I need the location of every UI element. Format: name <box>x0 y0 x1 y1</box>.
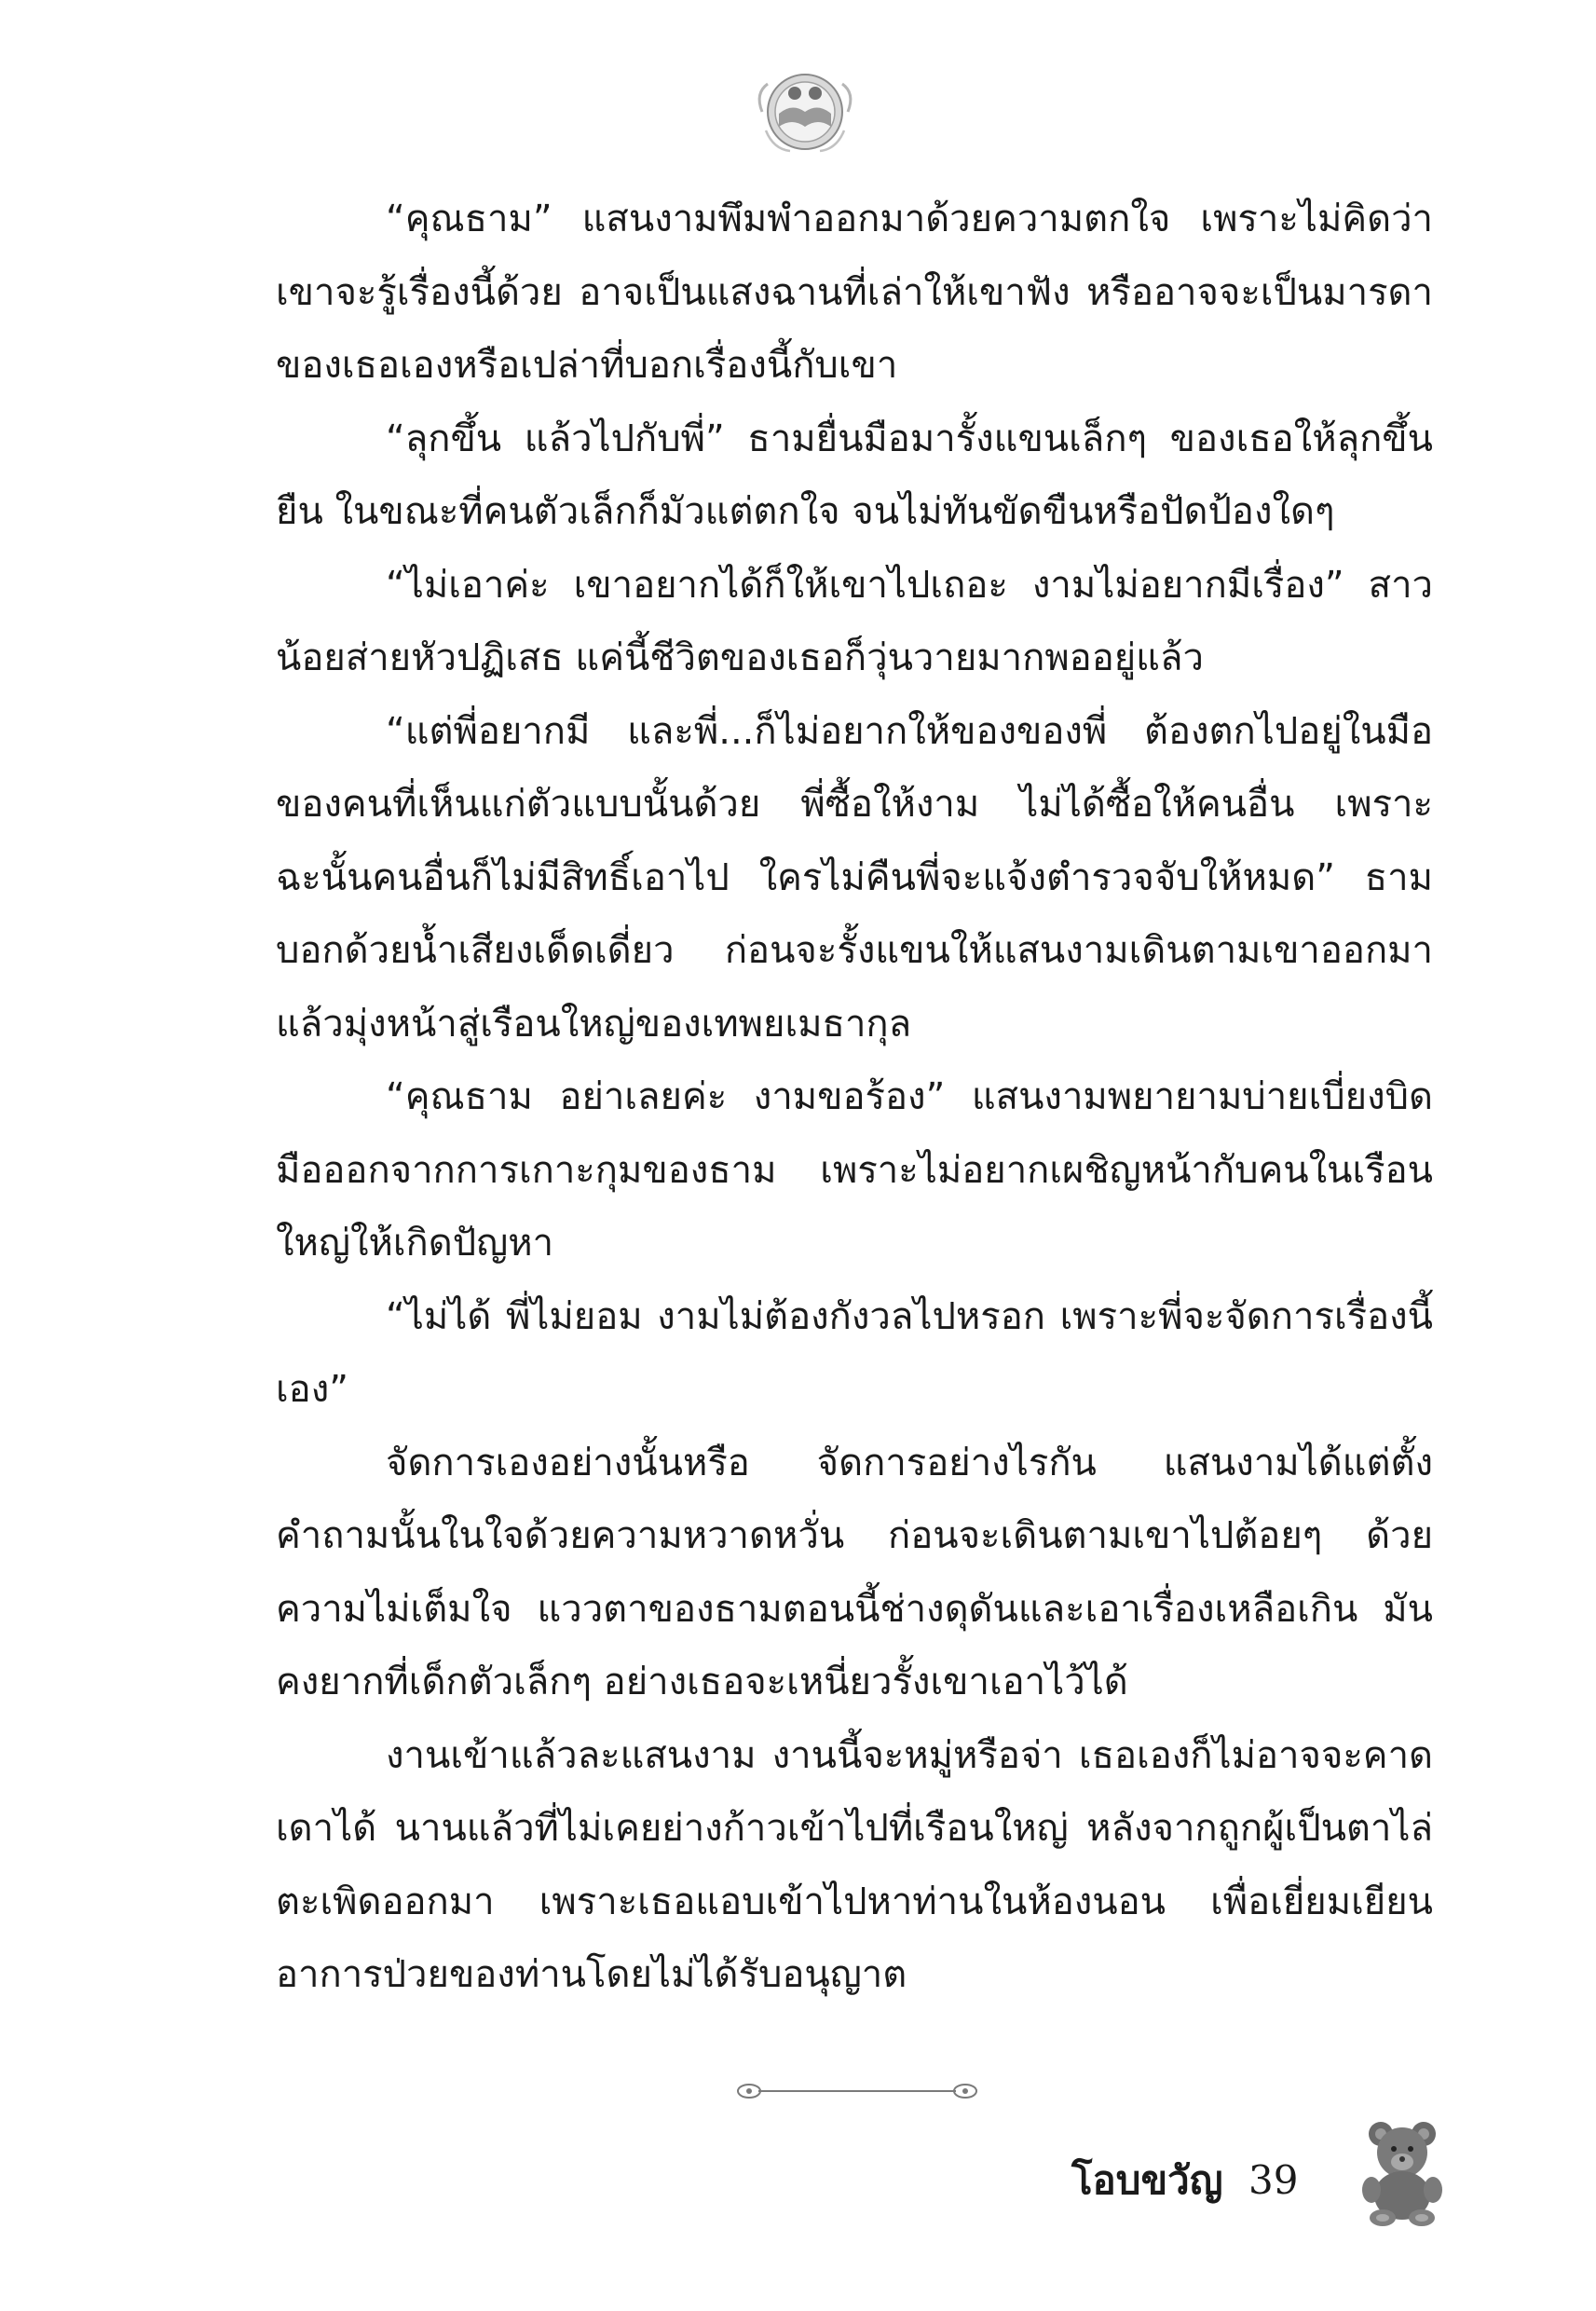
ornament-divider-icon <box>730 2080 984 2102</box>
teddy-bear-icon <box>1351 2113 1453 2227</box>
paragraph: “ลุกขึ้น แล้วไปกับพี่” ธามยื่นมือมารั้งแขนเล็กๆ ของเธอให้ลุกขึ้นยืน ในขณะที่คนตัวเล็กก็มัวแต่ตกใจ จนไม่ทันขัดขืนหรือปัดป้องใดๆ <box>276 417 1433 533</box>
paragraph: “แต่พี่อยากมี และพี่...ก็ไม่อยากให้ของของพี่ ต้องตกไปอยู่ในมือของคนที่เห็นแก่ตัวแบบนั้นด้วย พี่ซื้อให้งาม ไม่ได้ซื้อให้คนอื่น เพราะฉะนั้นคนอื่นก็ไม่มีสิทธิ์เอาไป ใครไม่คืนพี่จะแจ้งตำรวจจับให้หมด” ธามบอกด้วยน้ำเสียงเด็ดเดี่ยว ก่อนจะรั้งแขนให้แสนงามเดินตามเขาออกมาแล้วมุ่งหน้าสู่เรือนใหญ่ของเทพยเมธากุล <box>276 709 1433 1046</box>
paragraph: “คุณธาม อย่าเลยค่ะ งามขอร้อง” แสนงามพยายามบ่ายเบี่ยงบิดมือออกจากการเกาะกุมของธาม เพราะไม่อยากเผชิญหน้ากับคนในเรือนใหญ่ให้เกิดปัญหา <box>276 1075 1433 1265</box>
paragraph: “คุณธาม” แสนงามพึมพำออกมาด้วยความตกใจ เพราะไม่คิดว่าเขาจะรู้เรื่องนี้ด้วย อาจเป็นแสงฉานที่เล่าให้เขาฟัง หรืออาจจะเป็นมารดาของเธอเองหรือเปล่าที่บอกเรื่องนี้กับเขา <box>276 198 1433 387</box>
paragraph: “ไม่เอาค่ะ เขาอยากได้ก็ให้เขาไปเถอะ งามไม่อยากมีเรื่อง” สาวน้อยส่ายหัวปฏิเสธ แค่นี้ชีวิตของเธอก็วุ่นวายมากพออยู่แล้ว <box>276 563 1433 679</box>
book-title: โอบขวัญ <box>1071 2157 1223 2203</box>
paragraph: จัดการเองอย่างนั้นหรือ จัดการอย่างไรกัน แสนงามได้แต่ตั้งคำถามนั้นในใจด้วยความหวาดหวั่น ก่อนจะเดินตามเขาไปต้อยๆ ด้วยความไม่เต็มใจ แววตาของธามตอนนี้ช่างดุดันและเอาเรื่องเหลือเกิน มันคงยากที่เด็กตัวเล็กๆ อย่างเธอจะเหนี่ยวรั้งเขาเอาไว้ได้ <box>276 1441 1433 1703</box>
paragraph: งานเข้าแล้วละแสนงาม งานนี้จะหมู่หรือจ่า เธอเองก็ไม่อาจจะคาดเดาได้ นานแล้วที่ไม่เคยย่างก้าวเข้าไปที่เรือนใหญ่ หลังจากถูกผู้เป็นตาไล่ตะเพิดออกมา เพราะเธอแอบเข้าไปหาท่านในห้องนอน เพื่อเยี่ยมเยียนอาการป่วยของท่านโดยไม่ได้รับอนุญาต <box>276 1733 1433 1996</box>
paragraph: “ไม่ได้ พี่ไม่ยอม งามไม่ต้องกังวลไปหรอก เพราะพี่จะจัดการเรื่องนี้เอง” <box>276 1294 1433 1411</box>
story-text <box>276 183 1433 2012</box>
page-number: 39 <box>1248 2157 1299 2203</box>
book-emblem-icon <box>751 56 859 164</box>
